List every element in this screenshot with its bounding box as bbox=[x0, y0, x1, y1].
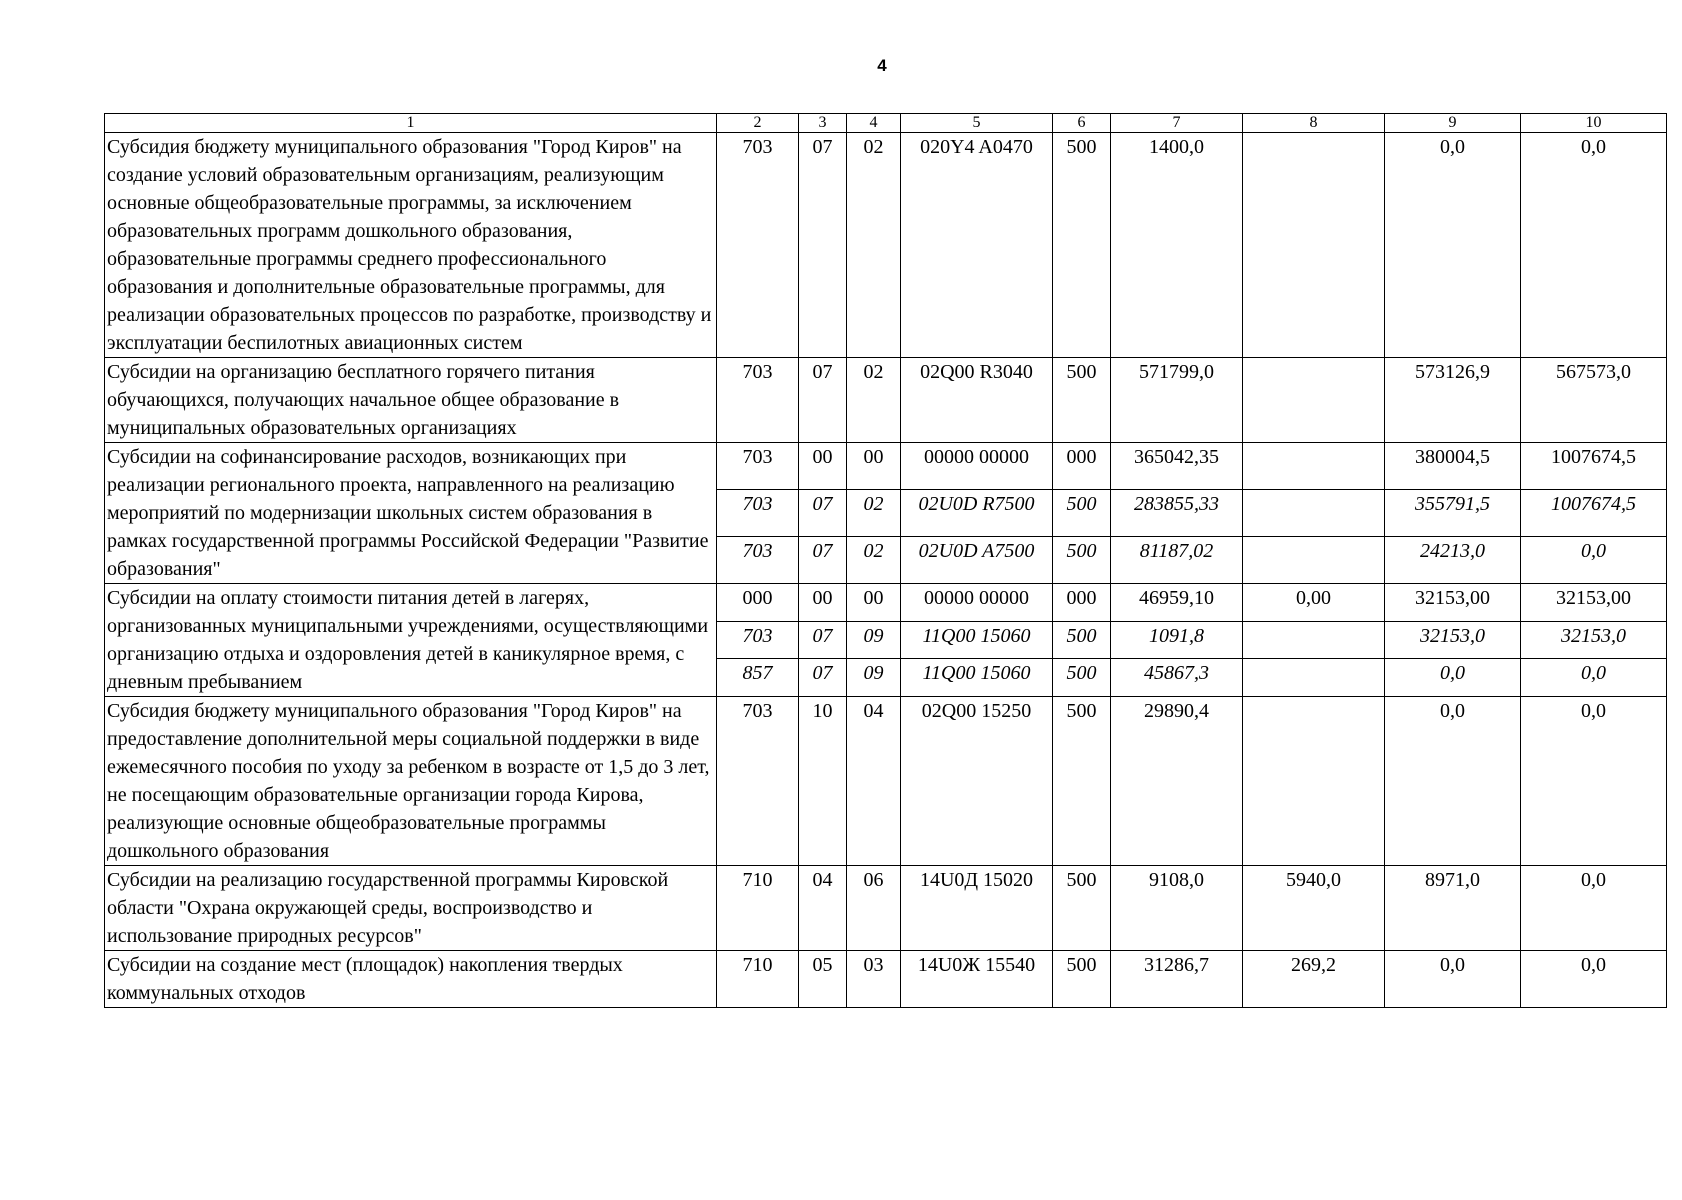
cell-c8: 0,00 bbox=[1243, 584, 1385, 622]
cell-c4: 02 bbox=[847, 490, 901, 537]
row-description: Субсидии на софинансирование расходов, возникающих при реализации регионального проекта, направленного на реализацию мероприятий по модернизации школьных систем образования в рамках государственной программы Российской Федерации "Развитие образования" bbox=[105, 443, 717, 584]
column-header: 9 bbox=[1385, 114, 1521, 133]
cell-c8 bbox=[1243, 659, 1385, 697]
column-header: 5 bbox=[901, 114, 1053, 133]
row-description: Субсидия бюджету муниципального образования "Город Киров" на предоставление дополнительной меры социальной поддержки в виде ежемесячного пособия по уходу за ребенком в возрасте от 1,5 до 3 лет, не посещающим образовательные организации города Кирова, реализующие основные общеобразовательные программы дошкольного образования bbox=[105, 697, 717, 866]
row-description: Субсидии на создание мест (площадок) накопления твердых коммунальных отходов bbox=[105, 951, 717, 1008]
cell-c6: 500 bbox=[1053, 358, 1111, 443]
cell-c2: 703 bbox=[717, 537, 799, 584]
cell-c5: 11Q00 15060 bbox=[901, 621, 1053, 659]
table-row bbox=[105, 133, 1667, 358]
cell-c3: 07 bbox=[799, 621, 847, 659]
column-header: 7 bbox=[1111, 114, 1243, 133]
cell-c5: 14U0Ж 15540 bbox=[901, 951, 1053, 1008]
cell-c3: 04 bbox=[799, 866, 847, 951]
table-row bbox=[105, 866, 1667, 951]
cell-c5: 11Q00 15060 bbox=[901, 659, 1053, 697]
cell-c6: 500 bbox=[1053, 490, 1111, 537]
column-header: 4 bbox=[847, 114, 901, 133]
cell-c7: 9108,0 bbox=[1111, 866, 1243, 951]
cell-c2: 703 bbox=[717, 697, 799, 866]
cell-c3: 10 bbox=[799, 697, 847, 866]
cell-c3: 00 bbox=[799, 584, 847, 622]
cell-c6: 500 bbox=[1053, 621, 1111, 659]
cell-c5: 020Y4 A0470 bbox=[901, 133, 1053, 358]
cell-c6: 500 bbox=[1053, 133, 1111, 358]
cell-c3: 00 bbox=[799, 443, 847, 490]
cell-c5: 00000 00000 bbox=[901, 584, 1053, 622]
cell-c9: 0,0 bbox=[1385, 697, 1521, 866]
cell-c7: 31286,7 bbox=[1111, 951, 1243, 1008]
cell-c9: 573126,9 bbox=[1385, 358, 1521, 443]
cell-c7: 46959,10 bbox=[1111, 584, 1243, 622]
cell-c6: 500 bbox=[1053, 697, 1111, 866]
cell-c2: 703 bbox=[717, 490, 799, 537]
cell-c10: 0,0 bbox=[1521, 951, 1667, 1008]
cell-c4: 03 bbox=[847, 951, 901, 1008]
cell-c2: 703 bbox=[717, 621, 799, 659]
cell-c2: 000 bbox=[717, 584, 799, 622]
cell-c8 bbox=[1243, 490, 1385, 537]
cell-c8 bbox=[1243, 443, 1385, 490]
table-row bbox=[105, 443, 1667, 490]
table-row bbox=[105, 951, 1667, 1008]
cell-c7: 571799,0 bbox=[1111, 358, 1243, 443]
cell-c10: 1007674,5 bbox=[1521, 443, 1667, 490]
cell-c7: 45867,3 bbox=[1111, 659, 1243, 697]
cell-c8: 269,2 bbox=[1243, 951, 1385, 1008]
cell-c10: 0,0 bbox=[1521, 537, 1667, 584]
cell-c10: 1007674,5 bbox=[1521, 490, 1667, 537]
cell-c2: 703 bbox=[717, 443, 799, 490]
cell-c4: 02 bbox=[847, 537, 901, 584]
column-header: 8 bbox=[1243, 114, 1385, 133]
column-header: 6 bbox=[1053, 114, 1111, 133]
cell-c8: 5940,0 bbox=[1243, 866, 1385, 951]
cell-c7: 1091,8 bbox=[1111, 621, 1243, 659]
row-description: Субсидия бюджету муниципального образования "Город Киров" на создание условий образовательным организациям, реализующим основные общеобразовательные программы, за исключением образовательных программ дошкольного образования, образовательные программы среднего профессионального образования и дополнительные образовательные программы, для реализации образовательных процессов по разработке, производству и эксплуатации беспилотных авиационных систем bbox=[105, 133, 717, 358]
cell-c3: 07 bbox=[799, 537, 847, 584]
cell-c9: 0,0 bbox=[1385, 659, 1521, 697]
cell-c9: 355791,5 bbox=[1385, 490, 1521, 537]
cell-c4: 02 bbox=[847, 133, 901, 358]
cell-c6: 500 bbox=[1053, 537, 1111, 584]
budget-table bbox=[104, 113, 1667, 1008]
cell-c5: 00000 00000 bbox=[901, 443, 1053, 490]
cell-c5: 02U0D A7500 bbox=[901, 537, 1053, 584]
cell-c9: 8971,0 bbox=[1385, 866, 1521, 951]
row-description: Субсидии на организацию бесплатного горячего питания обучающихся, получающих начальное общее образование в муниципальных образовательных организациях bbox=[105, 358, 717, 443]
cell-c4: 04 bbox=[847, 697, 901, 866]
cell-c10: 0,0 bbox=[1521, 697, 1667, 866]
cell-c7: 1400,0 bbox=[1111, 133, 1243, 358]
header-row bbox=[105, 114, 1667, 133]
cell-c7: 283855,33 bbox=[1111, 490, 1243, 537]
cell-c7: 81187,02 bbox=[1111, 537, 1243, 584]
cell-c3: 07 bbox=[799, 659, 847, 697]
cell-c2: 703 bbox=[717, 133, 799, 358]
cell-c4: 09 bbox=[847, 659, 901, 697]
cell-c9: 32153,0 bbox=[1385, 621, 1521, 659]
cell-c10: 32153,00 bbox=[1521, 584, 1667, 622]
column-header: 3 bbox=[799, 114, 847, 133]
cell-c3: 05 bbox=[799, 951, 847, 1008]
cell-c2: 703 bbox=[717, 358, 799, 443]
cell-c7: 29890,4 bbox=[1111, 697, 1243, 866]
cell-c10: 0,0 bbox=[1521, 659, 1667, 697]
cell-c5: 02U0D R7500 bbox=[901, 490, 1053, 537]
table-row bbox=[105, 584, 1667, 622]
cell-c10: 0,0 bbox=[1521, 133, 1667, 358]
cell-c10: 567573,0 bbox=[1521, 358, 1667, 443]
cell-c4: 00 bbox=[847, 443, 901, 490]
column-header: 10 bbox=[1521, 114, 1667, 133]
cell-c4: 00 bbox=[847, 584, 901, 622]
cell-c6: 500 bbox=[1053, 866, 1111, 951]
cell-c5: 02Q00 15250 bbox=[901, 697, 1053, 866]
cell-c5: 14U0Д 15020 bbox=[901, 866, 1053, 951]
cell-c9: 380004,5 bbox=[1385, 443, 1521, 490]
page-number: 4 bbox=[877, 56, 887, 75]
column-header: 1 bbox=[105, 114, 717, 133]
cell-c9: 32153,00 bbox=[1385, 584, 1521, 622]
cell-c7: 365042,35 bbox=[1111, 443, 1243, 490]
row-description: Субсидии на оплату стоимости питания детей в лагерях, организованных муниципальными учреждениями, осуществляющими организацию отдыха и оздоровления детей в каникулярное время, с дневным пребыванием bbox=[105, 584, 717, 697]
cell-c9: 0,0 bbox=[1385, 133, 1521, 358]
cell-c3: 07 bbox=[799, 490, 847, 537]
cell-c6: 500 bbox=[1053, 951, 1111, 1008]
cell-c8 bbox=[1243, 358, 1385, 443]
cell-c4: 06 bbox=[847, 866, 901, 951]
cell-c8 bbox=[1243, 133, 1385, 358]
cell-c6: 000 bbox=[1053, 443, 1111, 490]
column-header: 2 bbox=[717, 114, 799, 133]
cell-c6: 500 bbox=[1053, 659, 1111, 697]
table-row bbox=[105, 358, 1667, 443]
cell-c10: 32153,0 bbox=[1521, 621, 1667, 659]
cell-c8 bbox=[1243, 537, 1385, 584]
cell-c5: 02Q00 R3040 bbox=[901, 358, 1053, 443]
cell-c8 bbox=[1243, 621, 1385, 659]
cell-c9: 0,0 bbox=[1385, 951, 1521, 1008]
cell-c4: 02 bbox=[847, 358, 901, 443]
cell-c3: 07 bbox=[799, 133, 847, 358]
cell-c9: 24213,0 bbox=[1385, 537, 1521, 584]
cell-c10: 0,0 bbox=[1521, 866, 1667, 951]
cell-c2: 710 bbox=[717, 951, 799, 1008]
row-description: Субсидии на реализацию государственной программы Кировской области "Охрана окружающей среды, воспроизводство и использование природных ресурсов" bbox=[105, 866, 717, 951]
cell-c2: 710 bbox=[717, 866, 799, 951]
cell-c3: 07 bbox=[799, 358, 847, 443]
table-row bbox=[105, 697, 1667, 866]
cell-c4: 09 bbox=[847, 621, 901, 659]
cell-c2: 857 bbox=[717, 659, 799, 697]
cell-c8 bbox=[1243, 697, 1385, 866]
cell-c6: 000 bbox=[1053, 584, 1111, 622]
